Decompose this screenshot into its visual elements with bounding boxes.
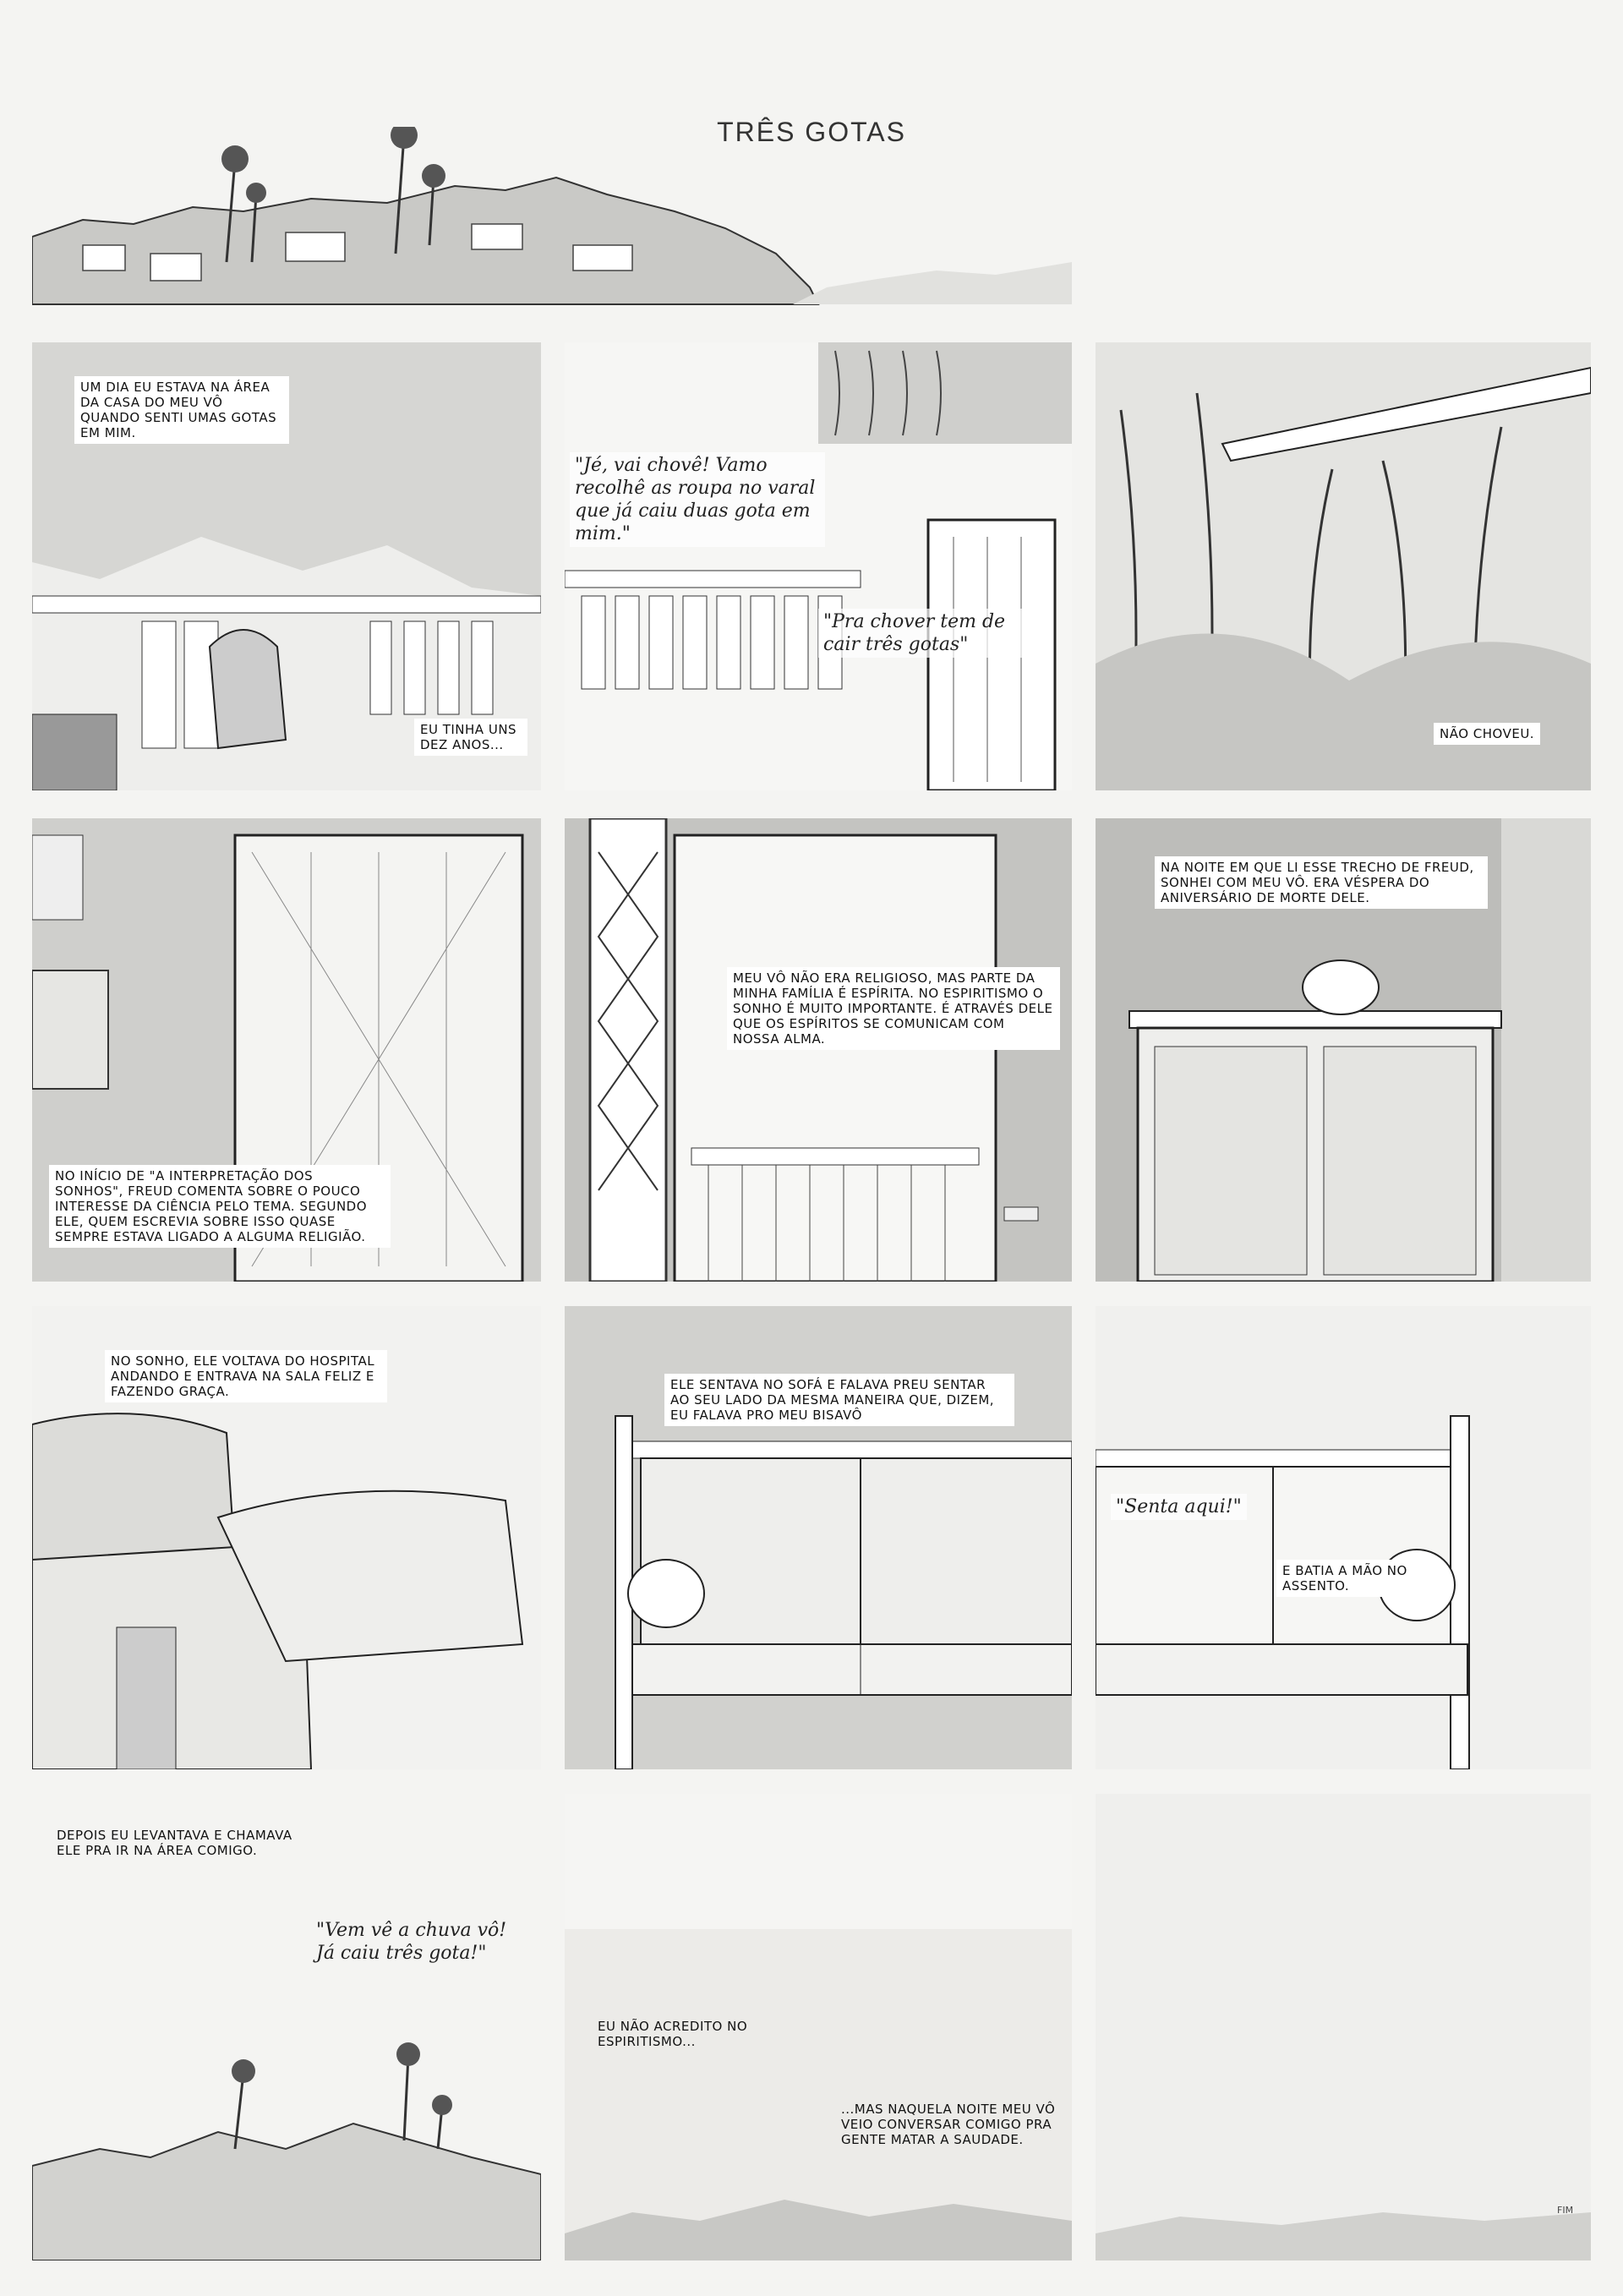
header-landscape (32, 127, 1072, 313)
panel-5-window (565, 818, 1072, 1282)
caption: NÃO CHOVEU. (1434, 723, 1540, 745)
comic-title: TRÊS GOTAS (717, 117, 906, 147)
caption: EU TINHA UNS DEZ ANOS... (414, 719, 527, 756)
panel-10-landscape (32, 1794, 541, 2260)
speech-bubble: "Senta aqui!" (1111, 1494, 1247, 1520)
panel-9-sofa-right (1096, 1306, 1591, 1769)
speech-bubble: "Pra chover tem de cair três gotas" (818, 609, 1036, 658)
caption: NO SONHO, ELE VOLTAVA DO HOSPITAL ANDANDO E ENTRAVA NA SALA FELIZ E FAZENDO GRAÇA. (105, 1350, 387, 1402)
panel-8-sofa-left (565, 1306, 1072, 1769)
caption: ...MAS NAQUELA NOITE MEU VÔ VEIO CONVERSAR COMIGO PRA GENTE MATAR A SAUDADE. (841, 2102, 1056, 2147)
caption: ELE SENTAVA NO SOFÁ E FALAVA PREU SENTAR AO SEU LADO DA MESMA MANEIRA QUE, DIZEM, EU FALAVA PRO MEU BISAVÔ (664, 1374, 1014, 1426)
caption: NO INÍCIO DE "A INTERPRETAÇÃO DOS SONHOS", FREUD COMENTA SOBRE O POUCO INTERESSE DA CIÊNCIA PELO TEMA. SEGUNDO ELE, QUEM ESCREVIA SOBRE ISSO QUASE SEMPRE ESTAVA LIGADO A ALGUMA RELIGIÃO. (49, 1165, 391, 1248)
panel-12-empty-sky (1096, 1794, 1591, 2260)
caption: UM DIA EU ESTAVA NA ÁREA DA CASA DO MEU VÔ QUANDO SENTI UMAS GOTAS EM MIM. (74, 376, 289, 444)
signature-text: FIM (1557, 2205, 1574, 2216)
speech-bubble: "Jé, vai chovê! Vamo recolhê as roupa no varal que já caiu duas gota em mim." (570, 452, 825, 547)
panel-1-veranda (32, 342, 541, 790)
caption: DEPOIS EU LEVANTAVA E CHAMAVA ELE PRA IR NA ÁREA COMIGO. (57, 1828, 292, 1858)
caption: MEU VÔ NÃO ERA RELIGIOSO, MAS PARTE DA MINHA FAMÍLIA É ESPÍRITA. NO ESPIRITISMO O SONHO É MUITO IMPORTANTE. É ATRAVÉS DELE QUE OS ESPÍRITOS SE COMUNICAM COM NOSSA ALMA. (727, 967, 1060, 1050)
panel-6-cabinet (1096, 818, 1591, 1282)
caption: NA NOITE EM QUE LI ESSE TRECHO DE FREUD, SONHEI COM MEU VÔ. ERA VÉSPERA DO ANIVERSÁRIO DE MORTE DELE. (1155, 856, 1488, 909)
caption: E BATIA A MÃO NO ASSENTO. (1276, 1560, 1415, 1597)
caption: EU NÃO ACREDITO NO ESPIRITISMO... (598, 2019, 748, 2049)
panel-7-armchair (32, 1306, 541, 1769)
panel-3-garden (1096, 342, 1591, 790)
speech-bubble: "Vem vê a chuva vô! Já caiu três gota!" (316, 1920, 507, 1964)
panel-11-sea-horizon (565, 1794, 1072, 2260)
panel-2-doorway (565, 342, 1072, 790)
panel-4-corridor (32, 818, 541, 1282)
